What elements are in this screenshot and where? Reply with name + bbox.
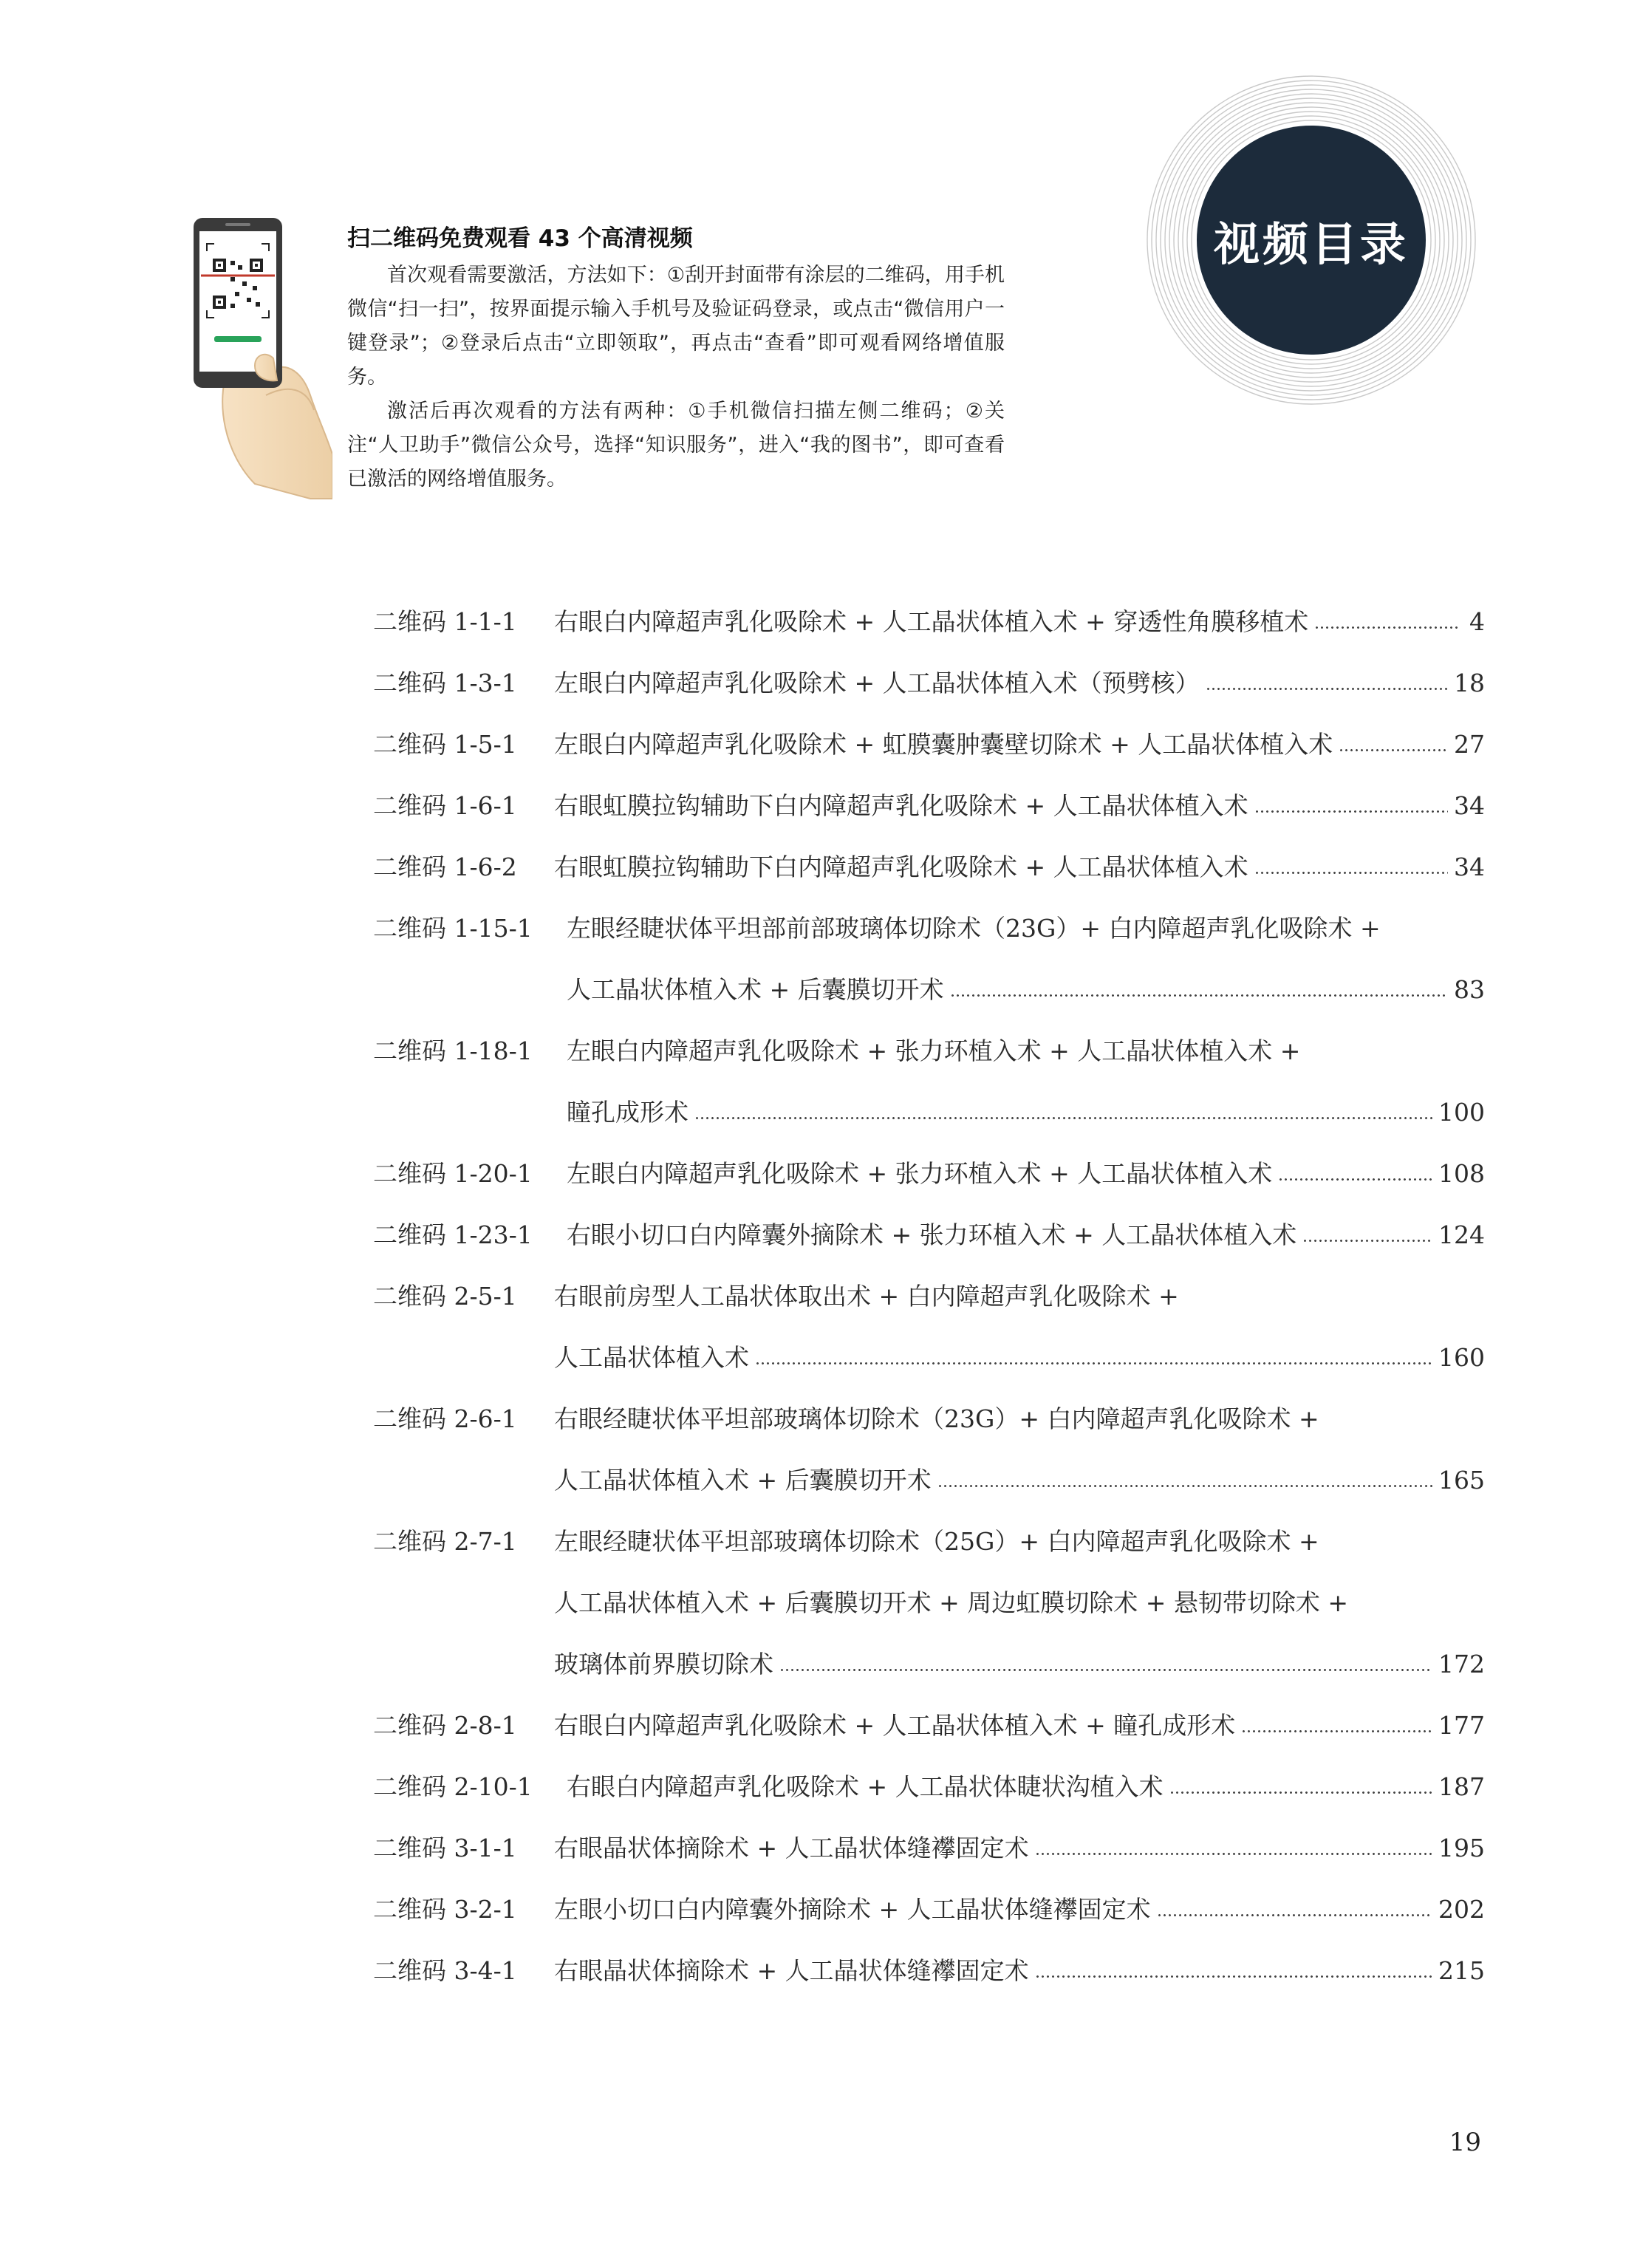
video-title: 左眼白内障超声乳化吸除术 + 张力环植入术 + 人工晶状体植入术 + [567, 1036, 1301, 1065]
video-code: 二维码 1-18-1 [373, 1036, 533, 1065]
video-title: 人工晶状体植入术 [554, 1343, 749, 1372]
video-title-line [554, 1879, 1485, 1940]
video-entry[interactable] [373, 714, 1485, 775]
video-entry[interactable] [373, 775, 1485, 836]
dot-leader [1339, 749, 1448, 751]
video-page-number: 34 [1454, 853, 1485, 881]
video-code: 二维码 1-3-1 [373, 669, 517, 697]
video-page-number: 202 [1438, 1895, 1485, 1924]
phone-scan-illustration [185, 211, 332, 506]
dot-leader [1314, 626, 1460, 629]
video-title: 右眼晶状体摘除术 + 人工晶状体缝襻固定术 [554, 1834, 1029, 1862]
video-page-number: 160 [1438, 1343, 1485, 1372]
video-title-line [554, 591, 1485, 652]
video-title-line [554, 836, 1485, 898]
video-title: 左眼小切口白内障囊外摘除术 + 人工晶状体缝襻固定术 [554, 1895, 1151, 1924]
video-title: 左眼经睫状体平坦部玻璃体切除术（25G）+ 白内障超声乳化吸除术 + [554, 1527, 1319, 1556]
video-title-line [554, 1449, 1485, 1511]
video-title-line [554, 652, 1485, 714]
video-title: 左眼白内障超声乳化吸除术 + 人工晶状体植入术（预劈核） [554, 669, 1200, 697]
activation-instructions [347, 222, 1005, 496]
qr-title: 扫二维码免费观看 43 个高清视频 [347, 225, 693, 252]
video-title: 右眼白内障超声乳化吸除术 + 人工晶状体植入术 + 穿透性角膜移植术 [554, 607, 1309, 636]
video-entry[interactable] [373, 898, 1485, 959]
video-code: 二维码 1-5-1 [373, 730, 517, 759]
video-entry[interactable] [373, 1204, 1485, 1265]
video-code: 二维码 3-1-1 [373, 1834, 517, 1862]
dot-leader [779, 1669, 1432, 1671]
video-entry[interactable] [373, 1879, 1485, 1940]
video-title-line [554, 714, 1485, 775]
video-entry-continuation[interactable] [373, 1633, 1485, 1695]
video-entry[interactable] [373, 836, 1485, 898]
video-title-line [554, 1817, 1485, 1879]
video-title: 玻璃体前界膜切除术 [554, 1650, 773, 1678]
video-entry[interactable] [373, 1695, 1485, 1756]
dot-leader [950, 994, 1448, 997]
dot-leader [1169, 1791, 1432, 1794]
video-entry[interactable] [373, 591, 1485, 652]
video-code: 二维码 2-8-1 [373, 1711, 517, 1740]
video-page-number: 83 [1454, 975, 1485, 1004]
video-title-line [554, 1940, 1485, 2001]
video-entry-continuation[interactable] [373, 959, 1485, 1020]
video-title-line [554, 1511, 1485, 1572]
video-title: 人工晶状体植入术 + 后囊膜切开术 [567, 975, 944, 1004]
video-code: 二维码 1-20-1 [373, 1159, 533, 1188]
video-title-line [567, 1204, 1485, 1265]
video-entry-continuation[interactable] [373, 1449, 1485, 1511]
video-entry-continuation[interactable] [373, 1327, 1485, 1388]
video-code: 二维码 1-15-1 [373, 914, 533, 943]
dot-leader [937, 1485, 1432, 1487]
video-entry[interactable] [373, 1817, 1485, 1879]
video-page-number: 34 [1454, 791, 1485, 820]
video-title-line [567, 1143, 1485, 1204]
video-page-number: 172 [1438, 1650, 1485, 1678]
video-entry[interactable] [373, 1265, 1485, 1327]
video-page-number: 18 [1454, 669, 1485, 697]
video-list [373, 591, 1485, 2001]
dot-leader [1035, 1853, 1432, 1855]
video-page-number: 124 [1438, 1220, 1485, 1249]
video-code: 二维码 1-23-1 [373, 1220, 533, 1249]
video-code: 二维码 3-2-1 [373, 1895, 517, 1924]
video-title-line [554, 1388, 1485, 1449]
video-page-number: 215 [1438, 1956, 1485, 1985]
video-entry[interactable] [373, 1388, 1485, 1449]
video-page-number: 195 [1438, 1834, 1485, 1862]
dot-leader [1302, 1240, 1432, 1242]
video-title: 左眼白内障超声乳化吸除术 + 张力环植入术 + 人工晶状体植入术 [567, 1159, 1273, 1188]
video-title: 右眼虹膜拉钩辅助下白内障超声乳化吸除术 + 人工晶状体植入术 [554, 853, 1248, 881]
video-title-line [554, 1327, 1485, 1388]
video-code: 二维码 1-1-1 [373, 607, 517, 636]
video-title: 右眼虹膜拉钩辅助下白内障超声乳化吸除术 + 人工晶状体植入术 [554, 791, 1248, 820]
video-code: 二维码 2-7-1 [373, 1527, 517, 1556]
video-entry[interactable] [373, 1940, 1485, 2001]
video-entry[interactable] [373, 1143, 1485, 1204]
video-title: 人工晶状体植入术 + 后囊膜切开术 + 周边虹膜切除术 + 悬韧带切除术 + [554, 1588, 1349, 1617]
video-entry[interactable] [373, 1511, 1485, 1572]
dot-leader [1254, 810, 1448, 813]
video-code: 二维码 2-6-1 [373, 1404, 517, 1433]
video-title: 右眼前房型人工晶状体取出术 + 白内障超声乳化吸除术 + [554, 1282, 1179, 1311]
video-page-number: 187 [1438, 1772, 1485, 1801]
instruction-repeat-viewing: 激活后再次观看的方法有两种：①手机微信扫描左侧二维码；②关注“人卫助手”微信公众号，选择“知识服务”，进入“我的图书”，即可查看已激活的网络增值服务。 [347, 400, 1005, 491]
video-title-line [567, 1020, 1485, 1082]
video-title: 右眼白内障超声乳化吸除术 + 人工晶状体睫状沟植入术 [567, 1772, 1164, 1801]
video-entry[interactable] [373, 1020, 1485, 1082]
video-page-number: 27 [1454, 730, 1485, 759]
video-code: 二维码 2-10-1 [373, 1772, 533, 1801]
video-title-line [554, 1695, 1485, 1756]
video-title: 右眼小切口白内障囊外摘除术 + 张力环植入术 + 人工晶状体植入术 [567, 1220, 1297, 1249]
video-title: 人工晶状体植入术 + 后囊膜切开术 [554, 1466, 932, 1495]
video-code: 二维码 3-4-1 [373, 1956, 517, 1985]
instruction-first-activation: 首次观看需要激活，方法如下：①刮开封面带有涂层的二维码，用手机微信“扫一扫”，按界面提示输入手机号及验证码登录，或点击“微信用户一键登录”；②登录后点击“立即领取”，再点击“查看”即可观看网络增值服务。 [347, 264, 1005, 389]
video-entry-continuation[interactable] [373, 1572, 1485, 1633]
video-title-line [567, 1756, 1485, 1817]
video-page-number: 100 [1438, 1098, 1485, 1127]
dot-leader [1241, 1730, 1432, 1732]
video-title: 左眼白内障超声乳化吸除术 + 虹膜囊肿囊壁切除术 + 人工晶状体植入术 [554, 730, 1333, 759]
video-page-number: 4 [1469, 607, 1485, 636]
video-title: 瞳孔成形术 [567, 1098, 689, 1127]
video-title-line [567, 959, 1485, 1020]
dot-leader [1206, 688, 1448, 690]
video-page-number: 108 [1438, 1159, 1485, 1188]
video-page-number: 177 [1438, 1711, 1485, 1740]
section-title: 视频目录 [1213, 216, 1409, 271]
dot-leader [1035, 1975, 1432, 1978]
video-title-line [567, 898, 1485, 959]
dot-leader [1278, 1178, 1432, 1181]
video-title-line [554, 1572, 1485, 1633]
video-code: 二维码 1-6-2 [373, 853, 517, 881]
video-title: 右眼晶状体摘除术 + 人工晶状体缝襻固定术 [554, 1956, 1029, 1985]
video-title: 右眼经睫状体平坦部玻璃体切除术（23G）+ 白内障超声乳化吸除术 + [554, 1404, 1319, 1433]
video-entry[interactable] [373, 652, 1485, 714]
dot-leader [694, 1117, 1432, 1119]
video-page-number: 165 [1438, 1466, 1485, 1495]
video-title: 右眼白内障超声乳化吸除术 + 人工晶状体植入术 + 瞳孔成形术 [554, 1711, 1236, 1740]
video-code: 二维码 2-5-1 [373, 1282, 517, 1311]
video-title-line [554, 1633, 1485, 1695]
dot-leader [1254, 872, 1448, 874]
video-title-line [554, 775, 1485, 836]
video-title-line [567, 1082, 1485, 1143]
video-entry[interactable] [373, 1756, 1485, 1817]
video-code: 二维码 1-6-1 [373, 791, 517, 820]
dot-leader [1157, 1914, 1432, 1916]
video-title: 左眼经睫状体平坦部前部玻璃体切除术（23G）+ 白内障超声乳化吸除术 + [567, 914, 1381, 943]
page-number: 19 [1449, 2128, 1481, 2157]
video-title-line [554, 1265, 1485, 1327]
video-entry-continuation[interactable] [373, 1082, 1485, 1143]
dot-leader [755, 1362, 1432, 1364]
